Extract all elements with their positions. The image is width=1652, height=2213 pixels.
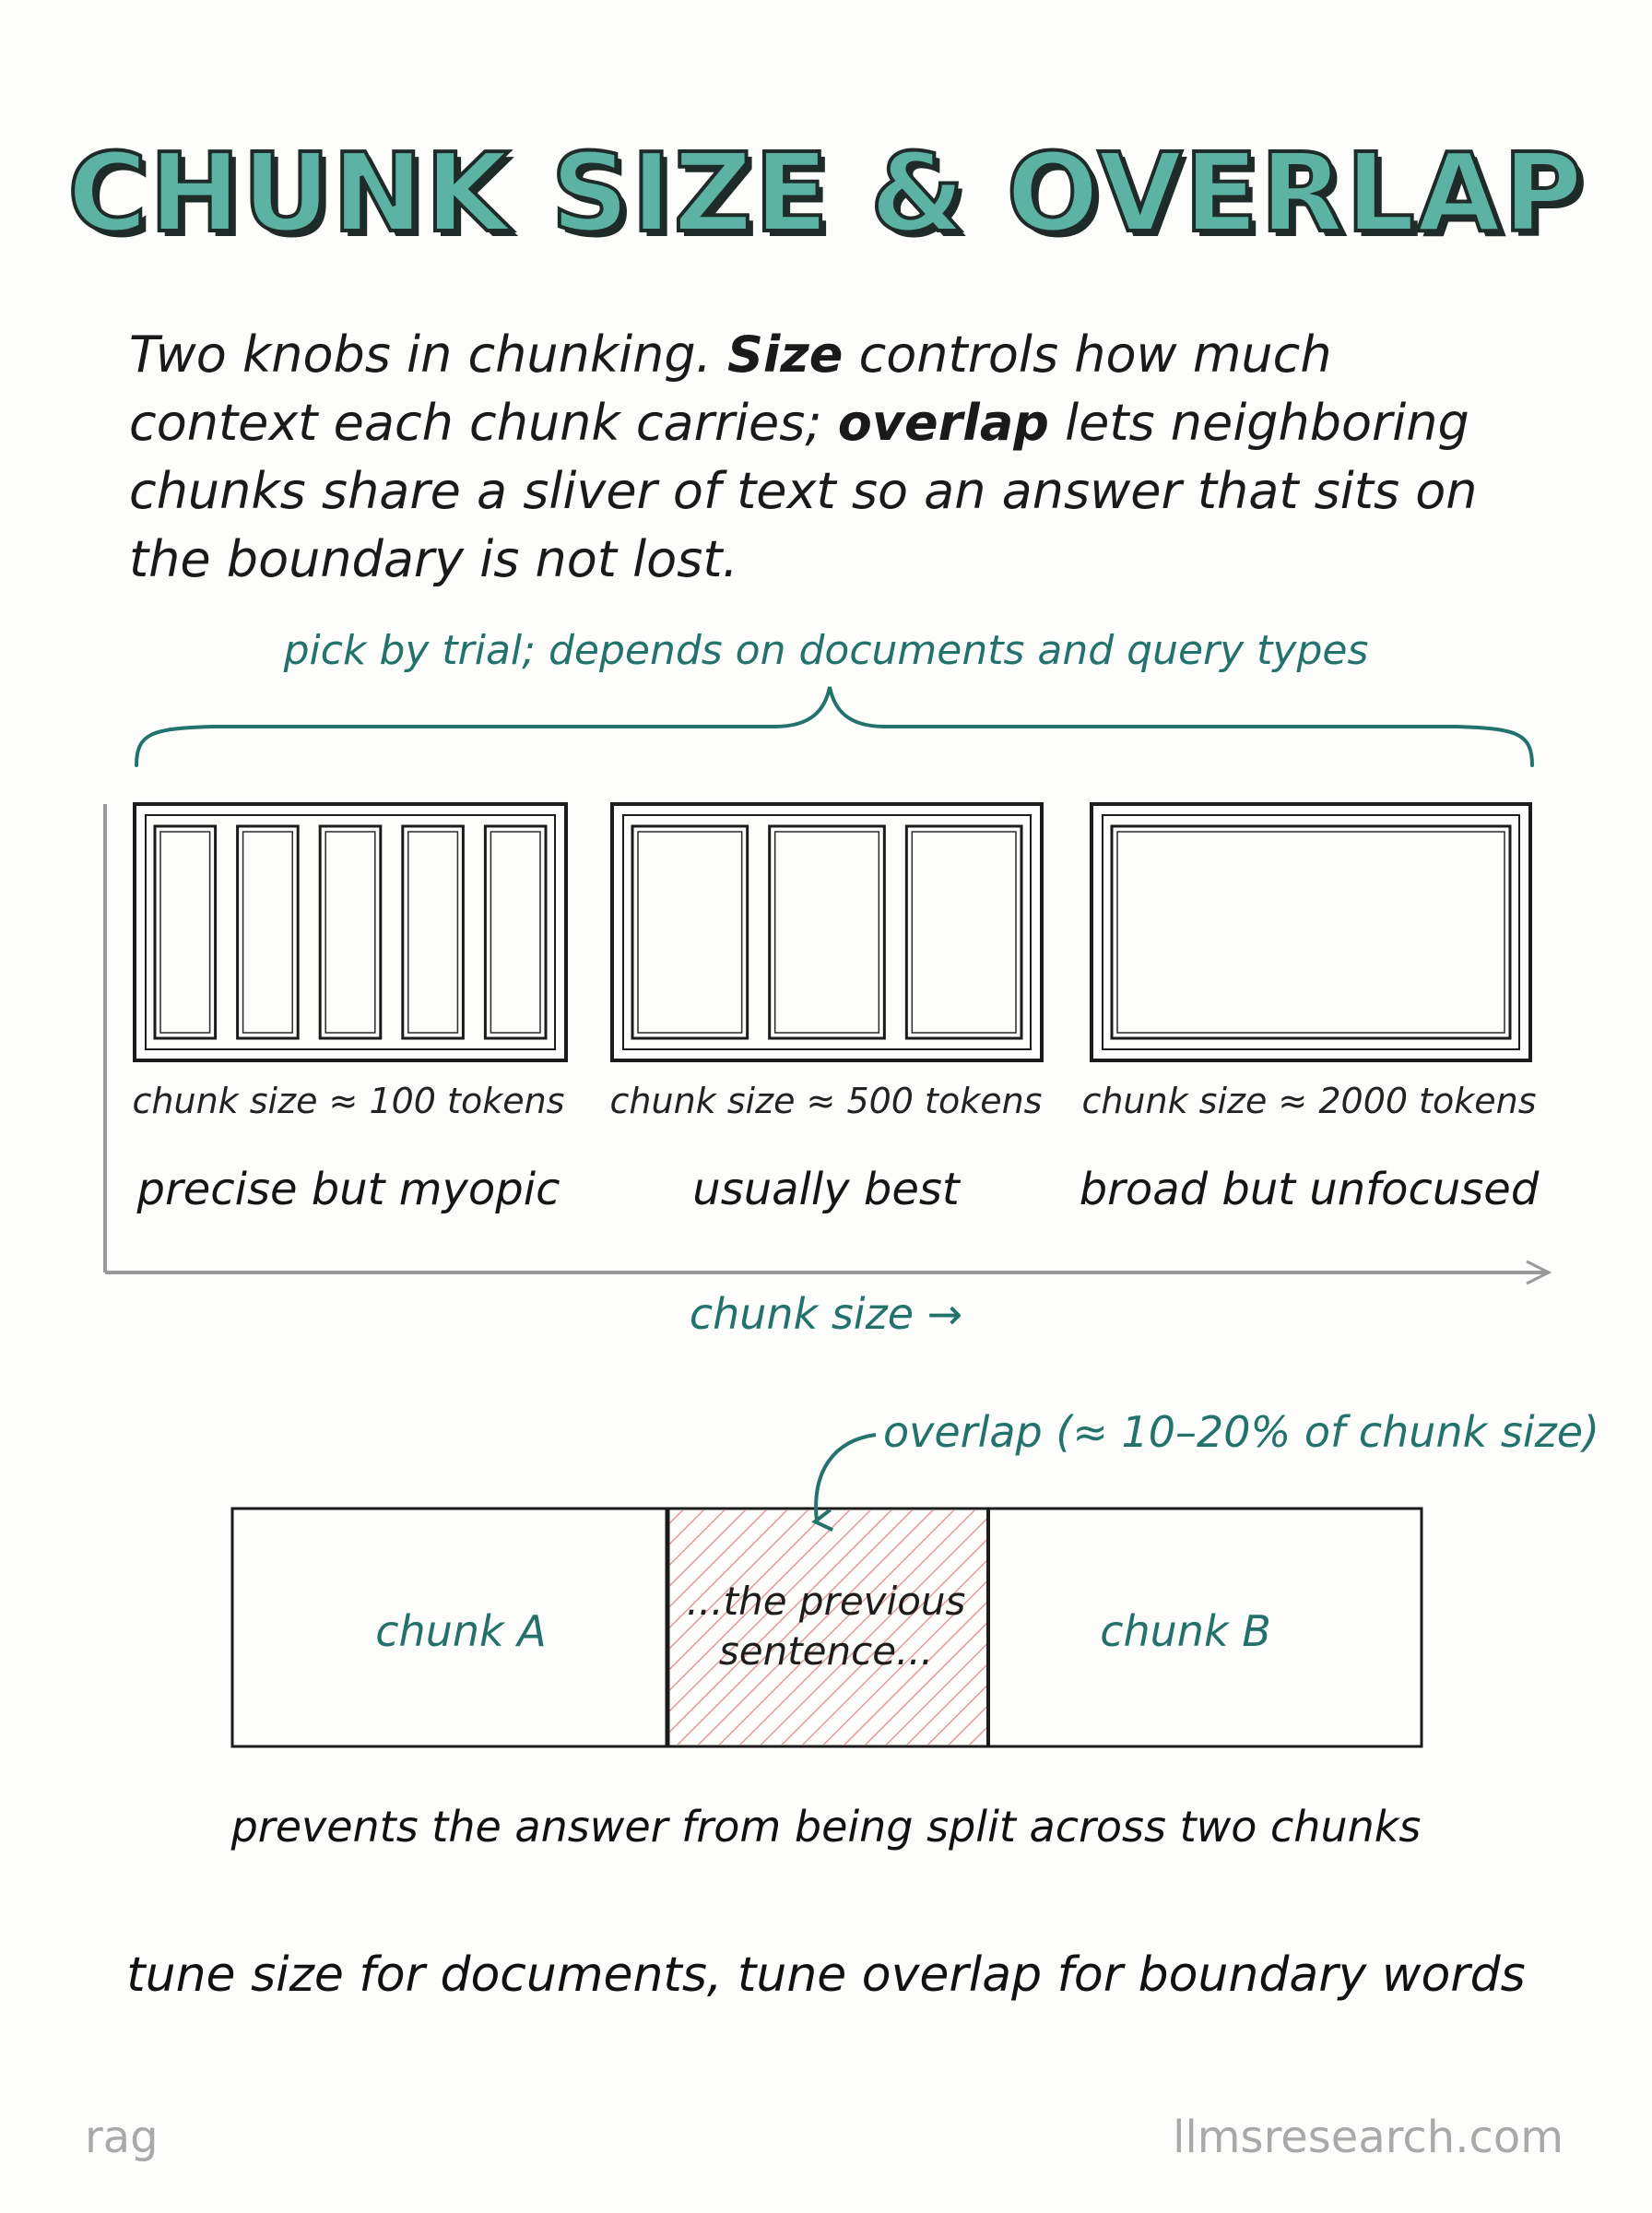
chunk-block-2-2: [770, 826, 885, 1038]
intro-text-2: controls how much context each chunk carries;: [129, 325, 1332, 452]
intro-keyword-size: Size: [726, 325, 844, 384]
chunk-block-1-1: [155, 826, 216, 1038]
chunk-block-3-1: [1112, 826, 1510, 1038]
chunk-a-label: chunk A: [375, 1606, 547, 1656]
intro-keyword-overlap: overlap: [837, 394, 1049, 452]
intro-paragraph: [129, 321, 1530, 594]
chunk-block-1-2: [238, 826, 299, 1038]
chunk-block-sketch-1-3: [325, 832, 375, 1033]
chunk-block-sketch-2-1: [638, 832, 742, 1033]
brace-label: pick by trial; depends on documents and query types: [283, 627, 1369, 674]
chunk-block-sketch-1-2: [243, 832, 293, 1033]
size-label-2000: chunk size ≈ 2000 tokens: [1081, 1081, 1537, 1121]
intro-text-1: Two knobs in chunking.: [129, 325, 727, 384]
x-axis-label: chunk size →: [689, 1289, 963, 1339]
overlap-text: ...the previous sentence...: [686, 1579, 966, 1674]
chunk-block-1-3: [320, 826, 381, 1038]
page-title: CHUNK SIZE & OVERLAP: [67, 129, 1585, 256]
chunk-block-sketch-2-2: [775, 832, 879, 1033]
option-frame-3: [1092, 804, 1530, 1060]
option-frame-inner-2: [623, 815, 1031, 1049]
option-frame-2: [612, 804, 1042, 1060]
overlap-callout: overlap (≈ 10–20% of chunk size): [883, 1407, 1599, 1457]
footer-site: llmsresearch.com: [1173, 2112, 1564, 2163]
chunk-block-2-1: [632, 826, 748, 1038]
option-frame-1: [135, 804, 566, 1060]
intro-text-3: lets neighboring chunks share a sliver of text so an answer that sits on the boundary is not lost.: [129, 394, 1478, 588]
size-label-100: chunk size ≈ 100 tokens: [132, 1081, 565, 1121]
footer-tag: rag: [85, 2112, 159, 2163]
chunk-block-2-3: [906, 826, 1021, 1038]
chunk-block-sketch-1-5: [490, 832, 540, 1033]
quality-label-100: precise but myopic: [136, 1164, 560, 1215]
quality-label-2000: broad but unfocused: [1079, 1164, 1540, 1215]
size-label-500: chunk size ≈ 500 tokens: [609, 1081, 1043, 1121]
chunk-block-sketch-2-3: [912, 832, 1016, 1033]
option-boxes: [135, 804, 1530, 1060]
chunk-block-sketch-3-1: [1117, 832, 1504, 1033]
chunk-block-1-5: [485, 826, 546, 1038]
chunk-block-sketch-1-4: [408, 832, 458, 1033]
quality-label-500: usually best: [692, 1164, 960, 1215]
option-frame-inner-3: [1103, 815, 1519, 1049]
option-frame-inner-1: [146, 815, 555, 1049]
overlap-caption: prevents the answer from being split across two chunks: [230, 1802, 1422, 1852]
chunk-block-sketch-1-1: [160, 832, 210, 1033]
chunk-block-1-4: [403, 826, 464, 1038]
chunk-b-label: chunk B: [1100, 1606, 1271, 1656]
summary-line: tune size for documents, tune overlap for boundary words: [126, 1947, 1526, 2003]
curly-brace: [136, 687, 1532, 765]
